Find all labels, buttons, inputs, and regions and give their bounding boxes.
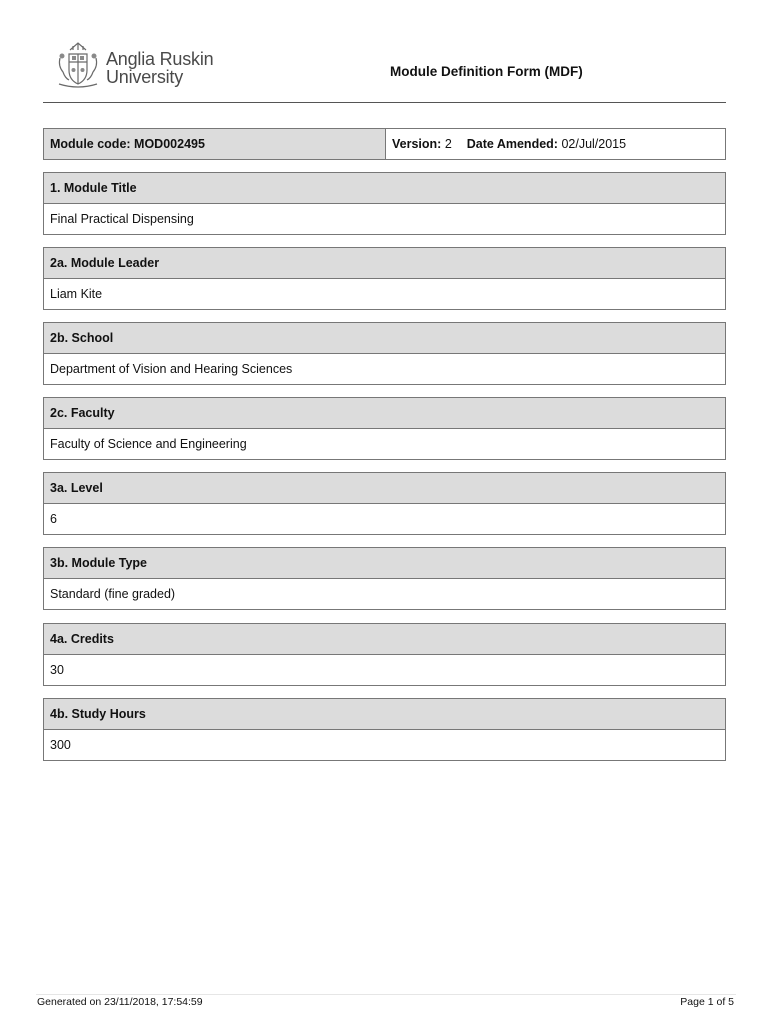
module-code-row <box>43 128 726 160</box>
logo-text-line1: Anglia Ruskin <box>106 49 214 69</box>
field-label: 4b. Study Hours <box>44 699 725 730</box>
field-value: Final Practical Dispensing <box>50 212 194 226</box>
module-code-cell <box>44 129 386 159</box>
version-cell <box>386 129 725 159</box>
field-level <box>43 472 726 535</box>
field-label: 2b. School <box>44 323 725 354</box>
generated-timestamp: Generated on 23/11/2018, 17:54:59 <box>37 996 203 1008</box>
field-module-title <box>43 172 726 235</box>
version-value: 2 <box>444 137 452 151</box>
field-school <box>43 322 726 385</box>
field-value: Standard (fine graded) <box>50 587 176 601</box>
field-value: 30 <box>50 663 64 677</box>
field-value: Department of Vision and Hearing Sciences <box>50 362 293 376</box>
field-value: Faculty of Science and Engineering <box>50 437 247 451</box>
university-logo <box>56 40 216 90</box>
field-value: Liam Kite <box>50 287 103 301</box>
footer-divider <box>36 994 736 995</box>
university-crest-icon <box>56 40 100 88</box>
field-study-hours <box>43 698 726 761</box>
field-credits <box>43 623 726 686</box>
field-label: 2c. Faculty <box>44 398 725 429</box>
module-code-value: MOD002495 <box>134 137 205 151</box>
date-amended-label: Date Amended: <box>466 137 558 151</box>
field-module-type <box>43 547 726 610</box>
field-module-leader <box>43 247 726 310</box>
document-title: Module Definition Form (MDF) <box>390 64 583 79</box>
field-label: 4a. Credits <box>44 624 725 655</box>
field-value: 6 <box>50 512 57 526</box>
field-label: 3a. Level <box>44 473 725 504</box>
logo-text-line2: University <box>106 67 184 87</box>
version-label: Version: <box>392 137 442 151</box>
field-label: 1. Module Title <box>44 173 725 204</box>
header-divider <box>43 102 726 103</box>
field-label: 3b. Module Type <box>44 548 725 579</box>
field-faculty <box>43 397 726 460</box>
field-value: 300 <box>50 738 71 752</box>
field-label: 2a. Module Leader <box>44 248 725 279</box>
module-code-label: Module code: <box>50 137 131 151</box>
date-amended-value: 02/Jul/2015 <box>561 137 627 151</box>
page-number: Page 1 of 5 <box>680 996 734 1008</box>
